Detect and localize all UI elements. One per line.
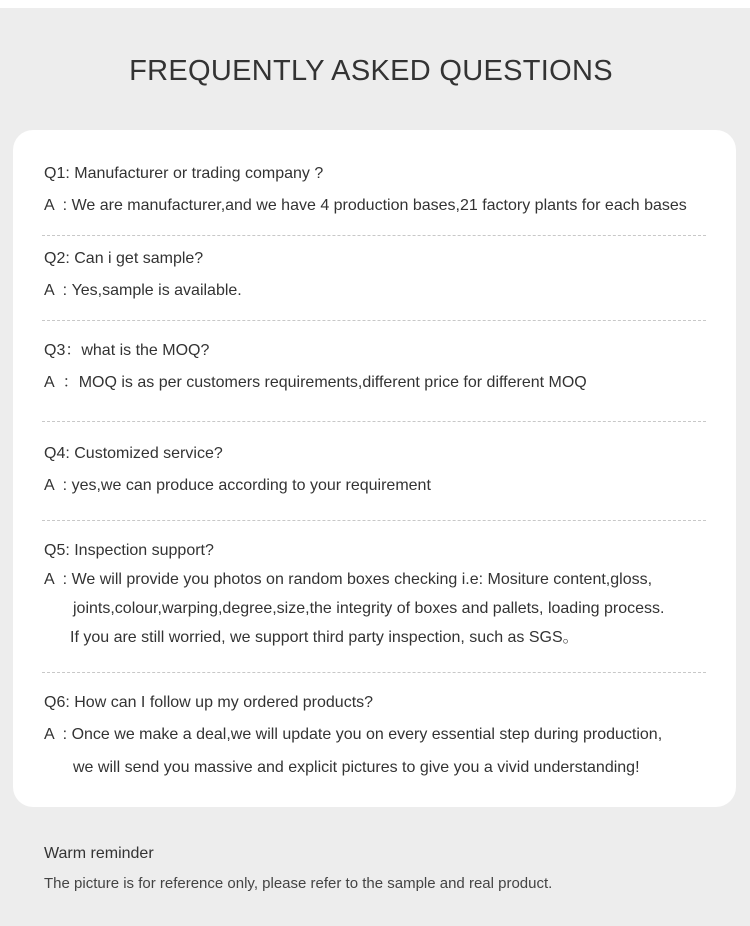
faq-answer-3 xyxy=(44,373,587,393)
faq-answer-1 xyxy=(44,196,687,216)
faq-divider xyxy=(42,672,706,673)
faq-card xyxy=(13,130,736,807)
faq-divider xyxy=(42,520,706,521)
faq-answer-4 xyxy=(44,476,431,496)
answer-text: Yes,sample is available. xyxy=(71,282,242,299)
faq-answer-2 xyxy=(44,281,242,301)
faq-answer-6-line-2: we will send you massive and explicit pictures to give you a vivid understanding! xyxy=(73,759,640,776)
faq-divider xyxy=(42,235,706,236)
answer-text: Once we make a deal,we will update you on every essential step during production, xyxy=(71,726,663,743)
faq-answer-6 xyxy=(44,725,662,745)
answer-prefix: A : xyxy=(44,197,72,214)
reminder-text: The picture is for reference only, please refer to the sample and real product. xyxy=(44,875,553,892)
answer-prefix: A : xyxy=(44,282,72,299)
answer-prefix: A : xyxy=(44,477,72,494)
faq-answer-5-line-3: If you are still worried, we support third party inspection, such as SGS。 xyxy=(70,629,579,646)
page-title: FREQUENTLY ASKED QUESTIONS xyxy=(129,55,613,87)
answer-text: We are manufacturer,and we have 4 production bases,21 factory plants for each bases xyxy=(71,197,687,214)
faq-answer-5 xyxy=(44,570,652,590)
reminder-title: Warm reminder xyxy=(44,845,154,862)
answer-prefix: A ： xyxy=(44,374,79,391)
faq-question-2: Q2: Can i get sample? xyxy=(44,250,204,267)
faq-question-5: Q5: Inspection support? xyxy=(44,542,214,559)
answer-text: MOQ is as per customers requirements,different price for different MOQ xyxy=(78,374,587,391)
faq-question-4: Q4: Customized service? xyxy=(44,445,223,462)
answer-text: yes,we can produce according to your requirement xyxy=(71,477,431,494)
faq-answer-5-line-2: joints,colour,warping,degree,size,the integrity of boxes and pallets, loading process. xyxy=(73,600,665,617)
top-strip xyxy=(0,0,750,8)
faq-question-6: Q6: How can I follow up my ordered products? xyxy=(44,694,374,711)
faq-divider xyxy=(42,320,706,321)
faq-question-1: Q1: Manufacturer or trading company ? xyxy=(44,165,324,182)
answer-prefix: A : xyxy=(44,571,72,588)
answer-text: We will provide you photos on random boxes checking i.e: Mositure content,gloss, xyxy=(71,571,653,588)
faq-question-3: Q3：what is the MOQ? xyxy=(44,342,210,359)
answer-prefix: A : xyxy=(44,726,72,743)
faq-divider xyxy=(42,421,706,422)
